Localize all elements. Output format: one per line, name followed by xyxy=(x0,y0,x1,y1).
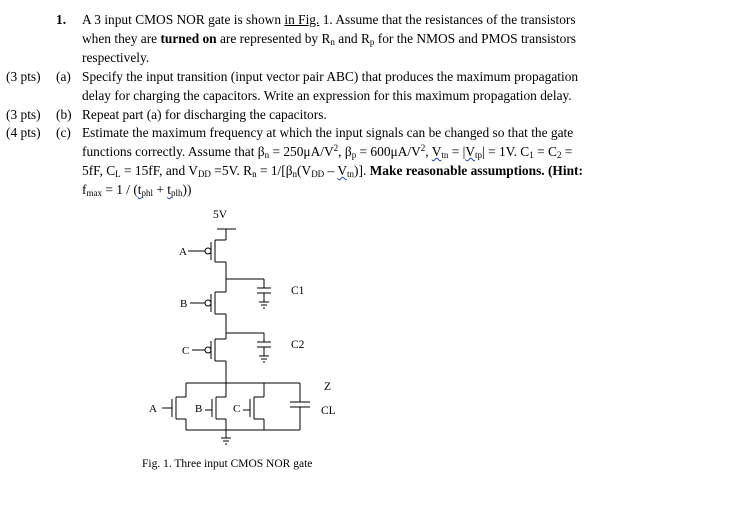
cap2-label: C2 xyxy=(291,339,305,351)
pmos-a xyxy=(188,240,226,292)
input-b-label: B xyxy=(180,298,188,310)
part-b-points: (3 pts) xyxy=(6,107,41,122)
output-node-bus xyxy=(186,383,300,402)
vdd-rail xyxy=(217,229,236,240)
part-a-label: (a) xyxy=(56,69,71,84)
load-cap-label: CL xyxy=(321,405,336,417)
nmos-a xyxy=(162,397,186,430)
figure-reference: in Fig. xyxy=(284,12,320,27)
nmos-c-label: C xyxy=(233,403,241,415)
output-label: Z xyxy=(324,381,332,393)
nmos-b xyxy=(205,397,226,430)
ground-rail xyxy=(186,430,300,444)
vdd-label: 5V xyxy=(213,209,228,221)
part-c-label: (c) xyxy=(56,125,71,140)
cap1-label: C1 xyxy=(291,285,305,297)
pmos-b xyxy=(190,292,226,339)
part-a-points: (3 pts) xyxy=(6,69,41,84)
load-capacitor xyxy=(290,402,310,430)
capacitor-c1 xyxy=(226,279,271,308)
nmos-a-label: A xyxy=(149,403,157,415)
problem-number: 1. xyxy=(56,12,67,27)
input-a-label: A xyxy=(179,246,187,258)
figure-caption: Fig. 1. Three input CMOS NOR gate xyxy=(142,458,313,470)
pmos-c xyxy=(192,339,226,383)
nmos-c xyxy=(243,397,264,430)
capacitor-c2 xyxy=(226,333,271,362)
part-c-points: (4 pts) xyxy=(6,125,41,140)
part-b-label: (b) xyxy=(56,107,72,122)
input-c-label: C xyxy=(182,345,190,357)
nmos-b-label: B xyxy=(195,403,203,415)
